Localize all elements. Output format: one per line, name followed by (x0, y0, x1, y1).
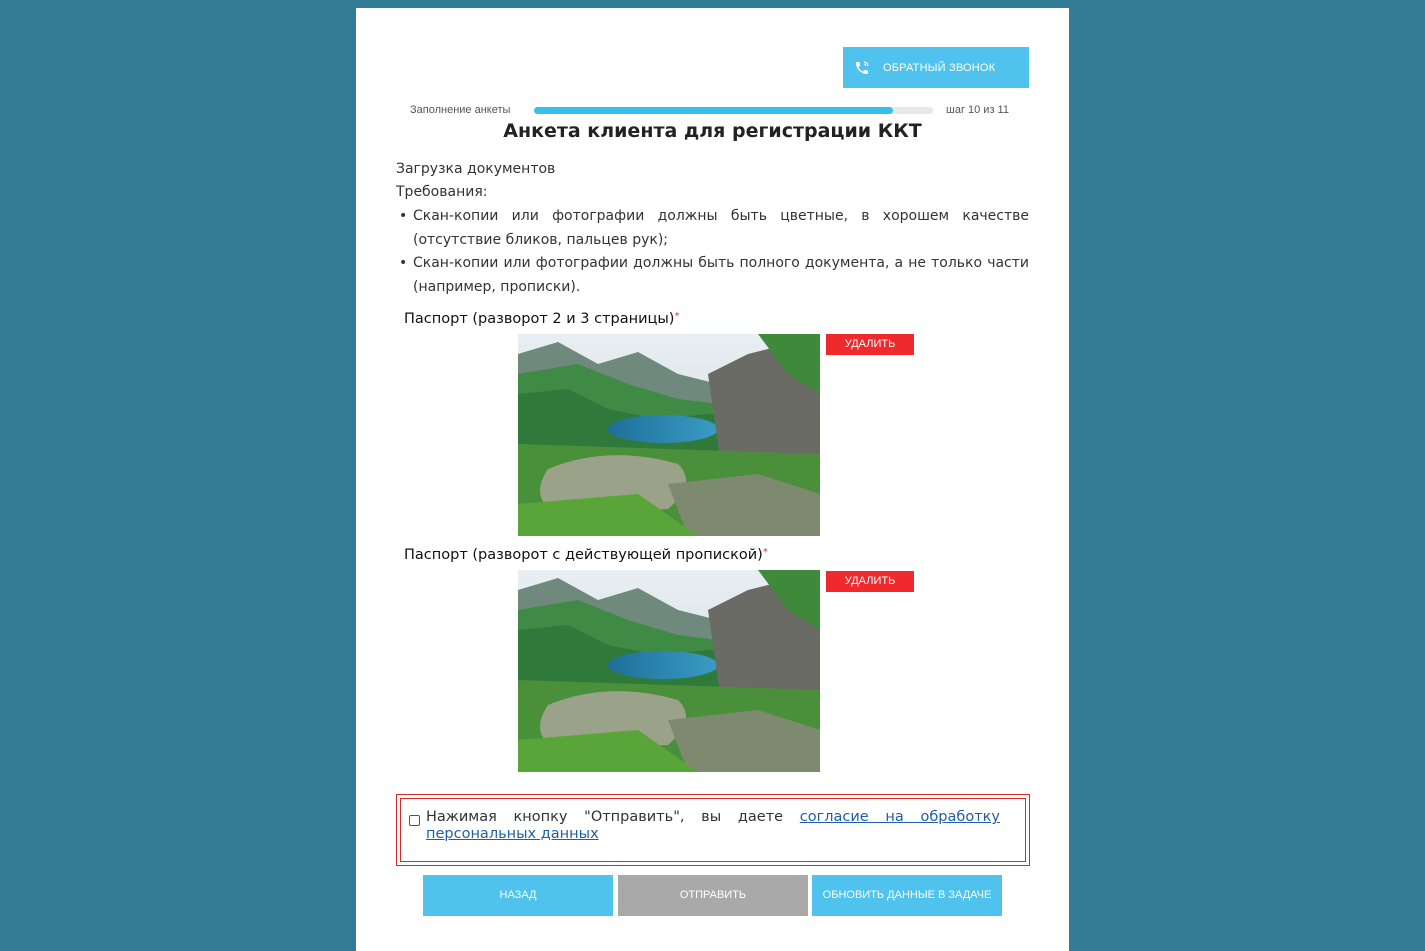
document-label-text: Паспорт (разворот 2 и 3 страницы) (404, 311, 675, 327)
document-label (404, 547, 768, 563)
update-task-button[interactable]: ОБНОВИТЬ ДАННЫЕ В ЗАДАЧЕ (812, 875, 1002, 916)
document-label (404, 311, 679, 327)
document-preview-image (518, 570, 820, 772)
consent-link[interactable]: согласие на обработку персональных данных (426, 809, 1000, 842)
progress-step: шаг 10 из 11 (946, 104, 1009, 116)
page-title: Анкета клиента для регистрации ККТ (503, 120, 922, 142)
back-button[interactable]: НАЗАД (423, 875, 613, 916)
delete-document-button[interactable]: УДАЛИТЬ (826, 334, 914, 355)
document-preview-image (518, 334, 820, 536)
callback-button[interactable] (843, 47, 1029, 88)
send-button[interactable]: ОТПРАВИТЬ (618, 875, 808, 916)
requirements-title: Требования: (396, 184, 488, 200)
requirements-list (396, 205, 1029, 299)
requirement-item: • Скан-копии или фотографии должны быть цветные, в хорошем качестве (отсутствие бликов, пальцев рук); (396, 205, 1029, 252)
consent-box (396, 794, 1030, 866)
required-mark: * (762, 547, 768, 558)
consent-checkbox[interactable] (409, 815, 420, 826)
requirement-item: • Скан-копии или фотографии должны быть полного документа, а не только части (например, прописки). (396, 252, 1029, 299)
consent-text (426, 809, 1000, 843)
progress-label: Заполнение анкеты (410, 104, 511, 116)
callback-label: ОБРАТНЫЙ ЗВОНОК (883, 61, 996, 74)
phone-icon (853, 59, 871, 77)
required-mark: * (674, 311, 680, 322)
progress-bar (534, 107, 933, 114)
form-card (356, 8, 1069, 951)
progress-fill (534, 107, 893, 114)
consent-label: Нажимая кнопку "Отправить", вы даете (426, 809, 800, 825)
delete-document-button[interactable]: УДАЛИТЬ (826, 571, 914, 592)
document-label-text: Паспорт (разворот с действующей пропиской) (404, 547, 763, 563)
section-title: Загрузка документов (396, 161, 556, 177)
